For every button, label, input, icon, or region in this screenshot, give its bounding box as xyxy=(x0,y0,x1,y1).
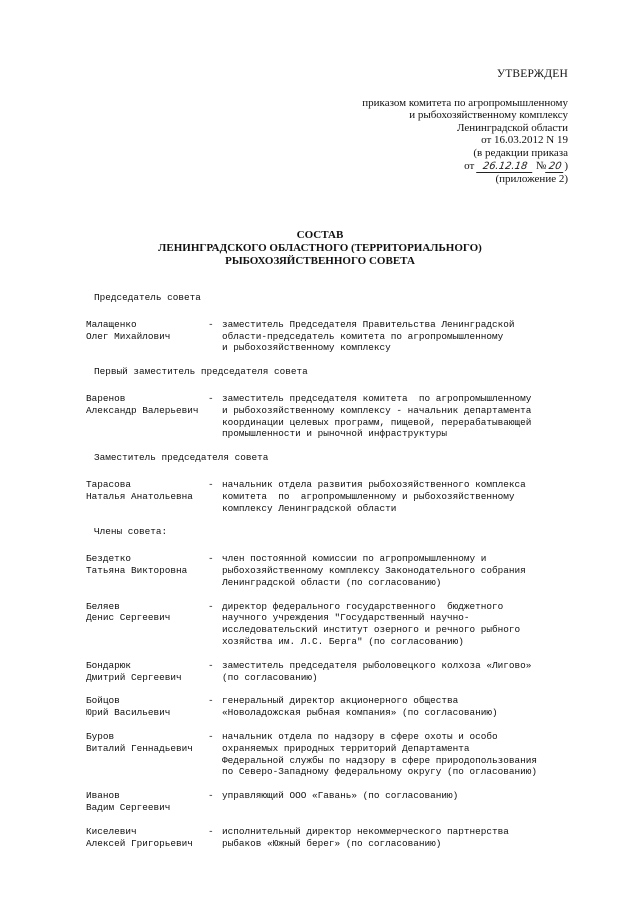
member-surname: Иванов xyxy=(86,790,120,802)
position-line: директор федерального государственного бюджетного xyxy=(222,600,504,612)
position-line: охраняемых природных территорий Департамента xyxy=(222,742,470,754)
section-heading: Члены совета: xyxy=(94,526,168,538)
handwritten-number: 20 xyxy=(545,161,565,173)
amendment-line xyxy=(308,160,568,173)
member-given-name: Наталья Анатольевна xyxy=(86,490,193,502)
dash: - xyxy=(208,553,214,565)
title-line-2: ЛЕНИНГРАДСКОГО ОБЛАСТНОГО (ТЕРРИТОРИАЛЬНОГО) xyxy=(158,242,482,254)
position-line: начальник отдела развития рыбохозяйственного комплекса xyxy=(222,478,526,490)
position-line: член постоянной комиссии по агропромышленному и xyxy=(222,553,487,565)
member-position xyxy=(222,660,586,684)
position-line: заместитель председателя комитета по агропромышленному xyxy=(222,392,532,404)
position-line: генеральный директор акционерного общества xyxy=(222,695,459,707)
position-line: и рыбохозяйственному комплексу xyxy=(222,342,391,354)
section-heading: Заместитель председателя совета xyxy=(94,452,269,464)
member-name xyxy=(86,479,208,514)
handwritten-date: 26.12.18 xyxy=(476,161,534,173)
approval-block xyxy=(308,68,568,185)
member-name xyxy=(86,601,208,648)
position-line: Ленинградской области (по согласованию) xyxy=(222,576,442,588)
member-name xyxy=(86,826,208,850)
member-given-name: Юрий Васильевич xyxy=(86,707,171,719)
member-name xyxy=(86,553,208,588)
member-name xyxy=(86,393,208,440)
position-line: заместитель председателя рыболовецкого колхоза «Лигово» xyxy=(222,659,532,671)
member-position xyxy=(222,393,586,440)
position-line: области-председатель комитета по агропромышленному xyxy=(222,330,504,342)
amendment-prefix: от xyxy=(464,159,475,172)
member-entry xyxy=(86,553,586,588)
position-line: по Северо-Западному федеральному округу (по огласованию) xyxy=(222,766,538,778)
member-name xyxy=(86,319,208,354)
position-line: рыбаков «Южный берег» (по согласованию) xyxy=(222,837,442,849)
member-given-name: Олег Михайлович xyxy=(86,330,171,342)
position-line: (по согласованию) xyxy=(222,671,318,683)
approval-line: и рыбохозяйственному комплексу xyxy=(409,109,568,122)
member-entry xyxy=(86,319,586,354)
member-position xyxy=(222,790,586,814)
member-given-name: Виталий Геннадьевич xyxy=(86,742,193,754)
title-line-1: СОСТАВ xyxy=(296,229,344,241)
position-line: координации целевых программ, пищевой, перерабатывающей xyxy=(222,416,532,428)
position-line: Федеральной службы по надзору в сфере природопользования xyxy=(222,754,538,766)
member-position xyxy=(222,601,586,648)
member-entry xyxy=(86,731,586,778)
member-surname: Варенов xyxy=(86,392,126,404)
position-line: рыбохозяйственному комплексу Законодательного собрания xyxy=(222,564,526,576)
position-line: начальник отдела по надзору в сфере охоты и особо xyxy=(222,730,498,742)
section-heading: Председатель совета xyxy=(94,292,201,303)
approval-title: УТВЕРЖДЕН xyxy=(496,68,568,80)
number-sign: № xyxy=(535,159,547,172)
member-entry xyxy=(86,393,586,440)
member-entry xyxy=(86,660,586,684)
member-name xyxy=(86,695,208,719)
position-line: исследовательский институт озерного и речного рыбного xyxy=(222,624,521,636)
member-position xyxy=(222,731,586,778)
member-entry xyxy=(86,826,586,850)
dash: - xyxy=(208,695,214,707)
member-given-name: Вадим Сергеевич xyxy=(86,801,171,813)
dash: - xyxy=(208,600,214,612)
position-line: управляющий ООО «Гавань» (по согласованию) xyxy=(222,790,459,802)
member-surname: Малащенко xyxy=(86,318,137,330)
appendix-label: (приложение 2) xyxy=(495,172,568,185)
member-position xyxy=(222,479,586,514)
member-given-name: Дмитрий Сергеевич xyxy=(86,671,182,683)
document-title xyxy=(0,229,640,268)
member-entry xyxy=(86,479,586,514)
position-line: заместитель Председателя Правительства Ленинградской xyxy=(222,318,515,330)
dash: - xyxy=(208,478,214,490)
position-line: «Новоладожская рыбная компания» (по согласованию) xyxy=(222,707,498,719)
member-given-name: Алексей Григорьевич xyxy=(86,837,193,849)
approval-line: Ленинградской области xyxy=(457,121,568,134)
member-position xyxy=(222,553,586,588)
member-name xyxy=(86,731,208,778)
dash: - xyxy=(208,790,214,802)
member-given-name: Александр Валерьевич xyxy=(86,404,199,416)
approval-line: приказом комитета по агропромышленному xyxy=(362,96,568,109)
title-line-3: РЫБОХОЗЯЙСТВЕННОГО СОВЕТА xyxy=(225,255,415,267)
position-line: и рыбохозяйственному комплексу - начальник департамента xyxy=(222,404,532,416)
member-position xyxy=(222,826,586,850)
dash: - xyxy=(208,392,214,404)
council-members xyxy=(86,292,586,861)
position-line: хозяйства им. Л.С. Берга" (по согласованию) xyxy=(222,635,464,647)
dash: - xyxy=(208,659,214,671)
dash: - xyxy=(208,730,214,742)
position-line: комплексу Ленинградской области xyxy=(222,502,397,514)
member-entry xyxy=(86,695,586,719)
section-heading: Первый заместитель председателя совета xyxy=(94,366,308,378)
member-surname: Бойцов xyxy=(86,695,120,707)
position-line: промышленности и рыночной инфраструктуры xyxy=(222,428,448,440)
member-name xyxy=(86,790,208,814)
amendment-close: ) xyxy=(564,159,568,172)
member-name xyxy=(86,660,208,684)
member-surname: Буров xyxy=(86,730,115,742)
member-surname: Бездетко xyxy=(86,553,132,565)
member-entry xyxy=(86,790,586,814)
member-surname: Киселевич xyxy=(86,825,137,837)
approval-line: (в редакции приказа xyxy=(473,146,568,159)
member-given-name: Татьяна Викторовна xyxy=(86,564,188,576)
member-entry xyxy=(86,601,586,648)
member-given-name: Денис Сергеевич xyxy=(86,612,171,624)
approval-line: от 16.03.2012 N 19 xyxy=(481,134,568,147)
position-line: комитета по агропромышленному и рыбохозяйственному xyxy=(222,490,515,502)
dash: - xyxy=(208,825,214,837)
member-position xyxy=(222,695,586,719)
position-line: исполнительный директор некоммерческого партнерства xyxy=(222,825,509,837)
member-surname: Тарасова xyxy=(86,478,132,490)
member-surname: Беляев xyxy=(86,600,120,612)
position-line: научного учреждения "Государственный научно- xyxy=(222,612,470,624)
dash: - xyxy=(208,318,214,330)
member-position xyxy=(222,319,586,354)
member-surname: Бондарюк xyxy=(86,659,132,671)
